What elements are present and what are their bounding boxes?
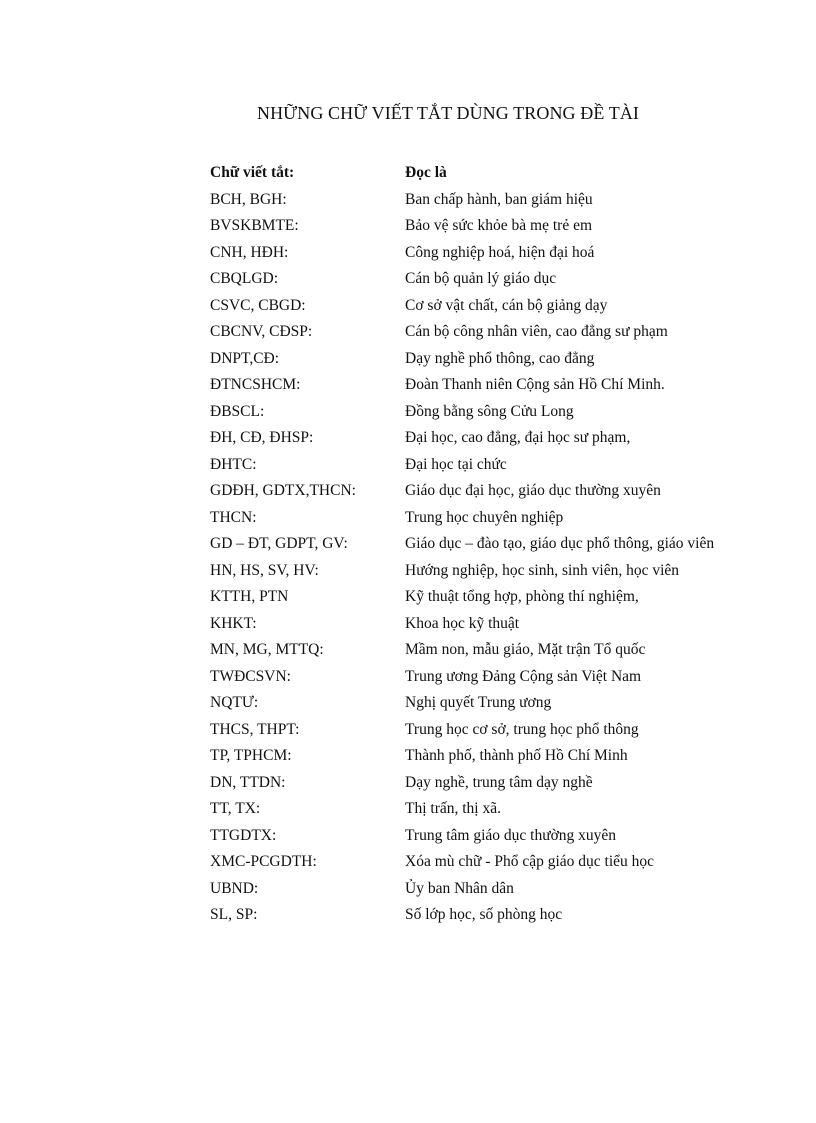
abbreviation-row (210, 425, 810, 452)
abbreviation-row (210, 240, 810, 267)
abbreviation-term: CNH, HĐH: (210, 243, 289, 261)
abbreviation-meaning: Ủy ban Nhân dân (405, 879, 514, 897)
abbreviation-meaning: Kỹ thuật tổng hợp, phòng thí nghiệm, (405, 588, 639, 606)
abbreviation-meaning: Trung học chuyên nghiệp (405, 508, 564, 526)
abbreviation-term: TP, TPHCM: (210, 747, 292, 765)
abbreviation-meaning: Đại học, cao đẳng, đại học sư phạm, (405, 429, 631, 447)
abbreviation-row (210, 346, 810, 373)
abbreviation-meaning: Đoàn Thanh niên Cộng sản Hồ Chí Minh. (405, 376, 665, 394)
abbreviation-row (210, 452, 810, 479)
abbreviation-meaning: Cơ sở vật chất, cán bộ giảng dạy (405, 296, 608, 314)
abbreviation-meaning: Bảo vệ sức khỏe bà mẹ trẻ em (405, 217, 593, 235)
abbreviation-term: DN, TTDN: (210, 773, 286, 791)
abbreviation-row (210, 849, 810, 876)
abbreviation-meaning: Xóa mù chữ - Phổ cập giáo dục tiểu học (405, 853, 655, 871)
abbreviation-term: THCN: (210, 508, 257, 526)
abbreviation-term: CBCNV, CĐSP: (210, 323, 313, 341)
abbreviation-term: ĐHTC: (210, 455, 257, 473)
abbreviation-term: THCS, THPT: (210, 720, 300, 738)
abbreviation-meaning: Trung tâm giáo dục thường xuyên (405, 826, 617, 844)
abbreviation-meaning: Dạy nghề phổ thông, cao đẳng (405, 349, 595, 367)
abbreviation-column-header: Chữ viết tắt: (210, 164, 295, 182)
abbreviation-row (210, 187, 810, 214)
abbreviation-row (210, 637, 810, 664)
abbreviation-meaning: Công nghiệp hoá, hiện đại hoá (405, 243, 595, 261)
abbreviation-term: XMC-PCGDTH: (210, 853, 317, 871)
abbreviation-term: BVSKBMTE: (210, 217, 299, 235)
abbreviation-term: KTTH, PTN (210, 588, 289, 606)
abbreviation-meaning: Hướng nghiệp, học sinh, sinh viên, học viên (405, 561, 680, 579)
abbreviation-row (210, 876, 810, 903)
abbreviation-row (210, 372, 810, 399)
abbreviation-row (210, 690, 810, 717)
abbreviation-row (210, 293, 810, 320)
abbreviation-row (210, 399, 810, 426)
abbreviation-term: GDĐH, GDTX,THCN: (210, 482, 356, 500)
abbreviation-term: MN, MG, MTTQ: (210, 641, 324, 659)
abbreviation-term: DNPT,CĐ: (210, 349, 280, 367)
abbreviation-meaning: Cán bộ công nhân viên, cao đẳng sư phạm (405, 323, 668, 341)
abbreviation-meaning: Số lớp học, số phòng học (405, 906, 563, 924)
abbreviation-row (210, 558, 810, 585)
abbreviation-term: TT, TX: (210, 800, 261, 818)
abbreviation-term: GD – ĐT, GDPT, GV: (210, 535, 348, 553)
abbreviation-term: KHKT: (210, 614, 257, 632)
abbreviation-row (210, 478, 810, 505)
abbreviation-term: ĐH, CĐ, ĐHSP: (210, 429, 314, 447)
abbreviation-term: UBND: (210, 879, 259, 897)
abbreviation-meaning: Ban chấp hành, ban giám hiệu (405, 190, 593, 208)
abbreviation-meaning: Trung ương Đảng Cộng sản Việt Nam (405, 667, 642, 685)
abbreviation-row (210, 770, 810, 797)
abbreviation-row (210, 743, 810, 770)
abbreviation-meaning: Trung học cơ sở, trung học phổ thông (405, 720, 639, 738)
abbreviation-row (210, 611, 810, 638)
abbreviation-meaning: Thị trấn, thị xã. (405, 800, 501, 818)
abbreviation-term: CBQLGD: (210, 270, 279, 288)
meaning-column-header: Đọc là (405, 164, 447, 182)
abbreviation-row (210, 266, 810, 293)
abbreviation-term: HN, HS, SV, HV: (210, 561, 319, 579)
abbreviation-header-row (210, 160, 810, 187)
abbreviation-term: ĐTNCSHCM: (210, 376, 301, 394)
abbreviation-term: CSVC, CBGD: (210, 296, 306, 314)
abbreviation-row (210, 796, 810, 823)
abbreviation-meaning: Khoa học kỹ thuật (405, 614, 520, 632)
abbreviation-meaning: Thành phố, thành phố Hồ Chí Minh (405, 747, 628, 765)
abbreviation-meaning: Mầm non, mẫu giáo, Mặt trận Tổ quốc (405, 641, 646, 659)
abbreviation-meaning: Giáo dục đại học, giáo dục thường xuyên (405, 482, 661, 500)
abbreviation-row (210, 584, 810, 611)
abbreviation-term: TWĐCSVN: (210, 667, 291, 685)
abbreviation-row (210, 823, 810, 850)
abbreviation-term: BCH, BGH: (210, 190, 287, 208)
abbreviation-rows (210, 187, 810, 929)
abbreviation-meaning: Giáo dục – đào tạo, giáo dục phổ thông, giáo viên (405, 535, 715, 553)
abbreviation-term: ĐBSCL: (210, 402, 265, 420)
abbreviation-row (210, 505, 810, 532)
abbreviation-meaning: Đồng bằng sông Cửu Long (405, 402, 574, 420)
abbreviation-term: NQTƯ: (210, 694, 259, 712)
abbreviation-row (210, 717, 810, 744)
abbreviation-row (210, 664, 810, 691)
abbreviation-row (210, 902, 810, 929)
abbreviation-term: SL, SP: (210, 906, 258, 924)
abbreviation-row (210, 531, 810, 558)
page-title: NHỮNG CHỮ VIẾT TẮT DÙNG TRONG ĐỀ TÀI (256, 103, 640, 123)
abbreviation-row (210, 319, 810, 346)
abbreviation-meaning: Đại học tại chức (405, 455, 507, 473)
abbreviation-term: TTGDTX: (210, 826, 277, 844)
abbreviation-meaning: Cán bộ quản lý giáo dục (405, 270, 557, 288)
abbreviation-meaning: Nghị quyết Trung ương (405, 694, 552, 712)
abbreviation-list (210, 160, 810, 929)
abbreviation-meaning: Dạy nghề, trung tâm dạy nghề (405, 773, 593, 791)
abbreviation-row (210, 213, 810, 240)
